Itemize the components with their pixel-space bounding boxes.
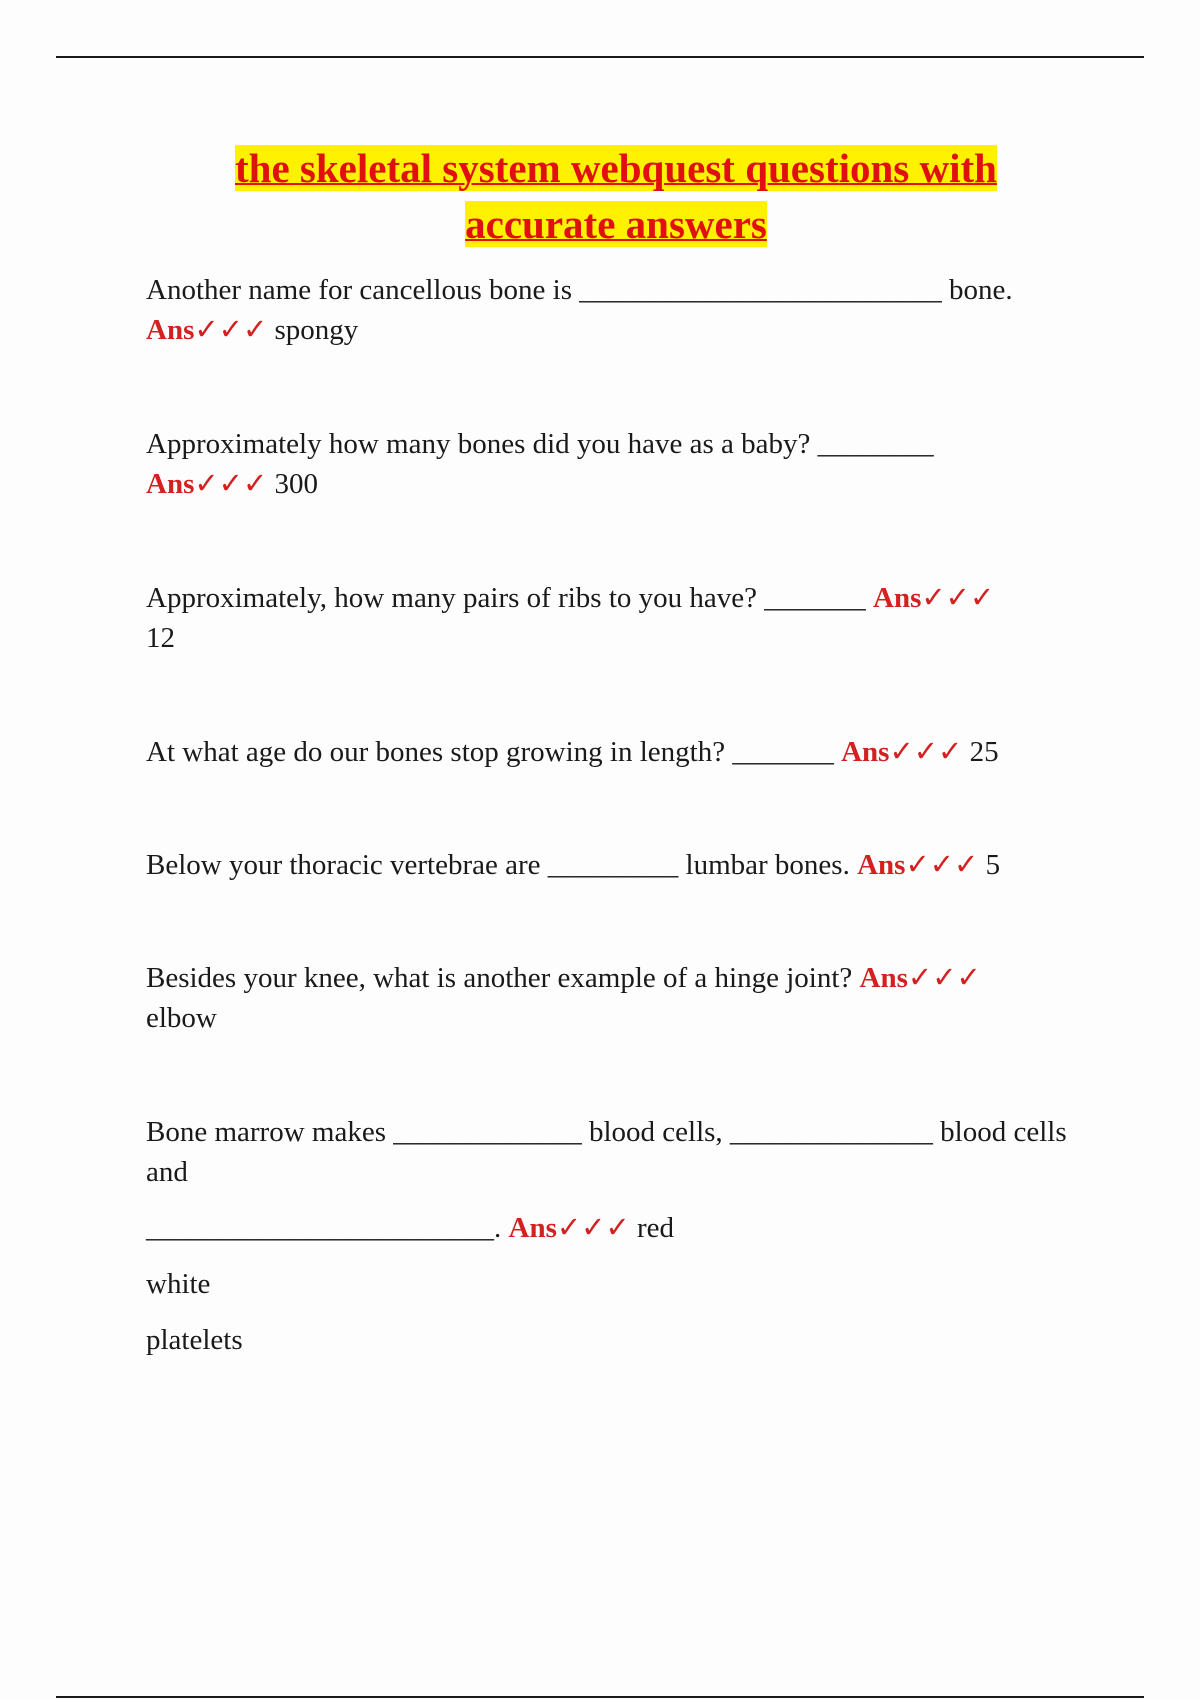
ans-label: Ans <box>841 736 890 768</box>
check-marks: ✓✓✓ <box>907 962 981 994</box>
question-text: Besides your knee, what is another example of a hinge joint? <box>146 962 853 994</box>
answer-extra: platelets <box>146 1324 243 1356</box>
answer-text: 300 <box>274 468 319 500</box>
question-5 <box>146 845 1076 885</box>
ans-label: Ans <box>146 314 195 346</box>
answer-text: spongy <box>274 314 359 346</box>
answer-text: 12 <box>146 622 175 654</box>
ans-label: Ans <box>146 468 195 500</box>
top-rule <box>56 56 1144 58</box>
question-3 <box>146 578 1076 658</box>
question-1 <box>146 270 1076 350</box>
question-7 <box>146 1112 1076 1360</box>
question-text: Bone marrow makes _____________ blood cells, ______________ blood cells and <box>146 1116 1067 1188</box>
answer-text: elbow <box>146 1002 217 1034</box>
check-marks: ✓✓✓ <box>556 1212 630 1244</box>
answer-text: 5 <box>985 849 1001 881</box>
question-text-continued: ________________________. <box>146 1212 502 1244</box>
check-marks: ✓✓✓ <box>889 736 963 768</box>
check-marks: ✓✓✓ <box>905 849 979 881</box>
check-marks: ✓✓✓ <box>921 582 995 614</box>
ans-label: Ans <box>857 849 906 881</box>
question-text: Approximately how many bones did you have as a baby? ________ <box>146 428 934 460</box>
bottom-rule <box>56 1696 1144 1698</box>
answer-text: 25 <box>969 736 999 768</box>
ans-label: Ans <box>859 962 908 994</box>
check-marks: ✓✓✓ <box>194 468 268 500</box>
document-title <box>146 140 1086 252</box>
question-text: Approximately, how many pairs of ribs to you have? _______ <box>146 582 866 614</box>
question-6 <box>146 958 1076 1038</box>
question-text: Another name for cancellous bone is _________________________ bone. <box>146 274 1013 306</box>
answer-extra: white <box>146 1268 211 1300</box>
check-marks: ✓✓✓ <box>194 314 268 346</box>
question-text: At what age do our bones stop growing in length? _______ <box>146 736 834 768</box>
title-line-1: the skeletal system webquest questions with <box>235 145 997 191</box>
question-4 <box>146 732 1076 772</box>
title-line-2: accurate answers <box>465 201 767 247</box>
question-2 <box>146 424 1076 504</box>
answer-text: red <box>637 1212 675 1244</box>
ans-label: Ans <box>873 582 922 614</box>
ans-label: Ans <box>508 1212 557 1244</box>
question-text: Below your thoracic vertebrae are _________ lumbar bones. <box>146 849 850 881</box>
